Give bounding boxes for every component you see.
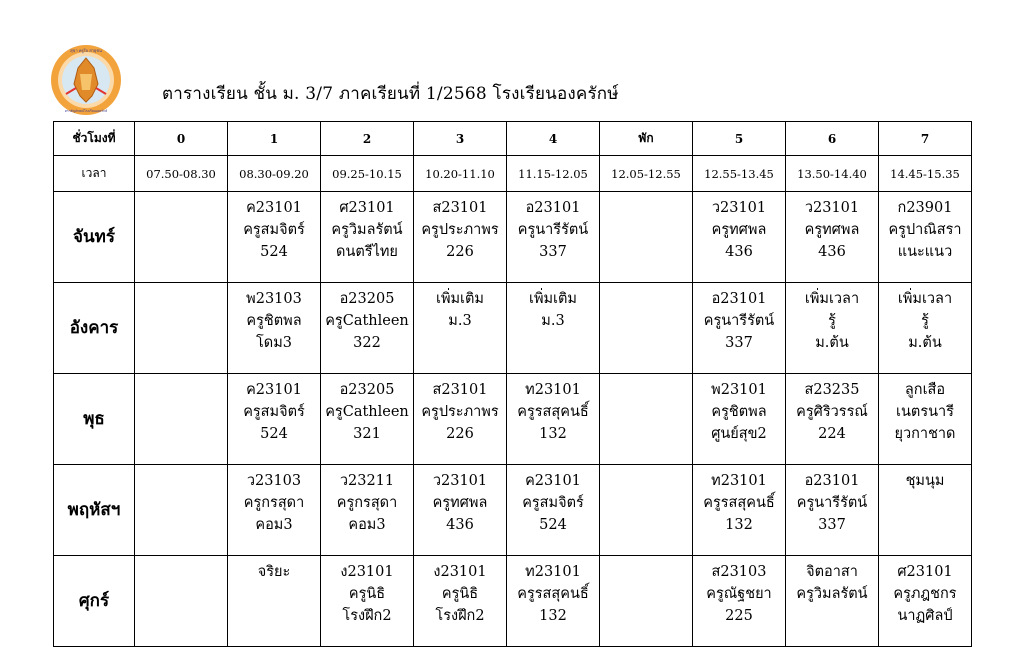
class-cell	[135, 556, 228, 647]
class-detail: ครูกรสุดา	[336, 495, 398, 511]
class-code: ว23211	[339, 473, 395, 489]
class-detail: เนตรนารี	[896, 404, 954, 420]
class-detail: ครูชิตพล	[711, 404, 767, 420]
class-code: ลูกเสือ	[904, 382, 946, 398]
class-detail: โรงฝึก2	[435, 608, 485, 624]
class-detail: รู้	[921, 313, 929, 329]
period-number: 0	[135, 122, 228, 156]
time-slot: 13.50-14.40	[786, 156, 879, 192]
class-code: ว23101	[432, 473, 488, 489]
class-cell	[507, 374, 600, 465]
day-row	[54, 192, 972, 283]
class-detail: ครูทศพล	[804, 222, 860, 238]
class-code: อ23205	[339, 291, 395, 307]
svg-text:สุขฺา ครูใจ สาธุชน: สุขฺา ครูใจ สาธุชน	[70, 48, 102, 53]
class-code: อ23101	[711, 291, 767, 307]
day-row	[54, 283, 972, 374]
class-cell	[786, 556, 879, 647]
class-code: ง23101	[433, 564, 487, 580]
class-detail: ครูทศพล	[432, 495, 488, 511]
period-number: 5	[693, 122, 786, 156]
class-detail: 436	[725, 244, 753, 260]
class-code: เพิ่มเติม	[528, 291, 577, 307]
class-cell	[879, 192, 972, 283]
class-cell	[693, 192, 786, 283]
class-cell	[228, 283, 321, 374]
class-cell	[321, 283, 414, 374]
class-detail: 337	[539, 244, 567, 260]
day-name: อังคาร	[54, 283, 135, 374]
class-cell	[879, 556, 972, 647]
class-cell	[135, 374, 228, 465]
class-cell	[135, 465, 228, 556]
class-detail: รู้	[828, 313, 836, 329]
class-detail: ครูศิริวรรณ์	[796, 404, 868, 420]
time-slot: 12.55-13.45	[693, 156, 786, 192]
svg-text:ตราสัญลักษณ์โรงเรียนองครักษ์: ตราสัญลักษณ์โรงเรียนองครักษ์	[64, 109, 108, 113]
class-cell	[786, 192, 879, 283]
class-detail: ครูณัฐชยา	[706, 586, 772, 602]
class-detail: โรงฝึก2	[342, 608, 392, 624]
time-slot: 10.20-11.10	[414, 156, 507, 192]
class-cell	[414, 192, 507, 283]
class-detail: 436	[818, 244, 846, 260]
class-detail: ครูชิตพล	[246, 313, 302, 329]
class-detail: นาฏศิลป์	[897, 608, 953, 624]
class-detail: คอม3	[348, 517, 386, 533]
class-detail: ครูกรสุดา	[243, 495, 305, 511]
school-logo	[50, 44, 122, 116]
class-cell	[228, 374, 321, 465]
class-code: พ23103	[246, 291, 302, 307]
class-detail: ครูวิมลรัตน์	[796, 586, 868, 602]
period-number: 1	[228, 122, 321, 156]
class-detail: โดม3	[256, 335, 292, 351]
class-cell	[414, 556, 507, 647]
class-detail: ม.ต้น	[908, 335, 942, 351]
class-detail: 322	[353, 335, 381, 351]
class-detail: คอม3	[255, 517, 293, 533]
class-detail: ครูนิธิ	[348, 586, 386, 602]
day-name: พฤหัสฯ	[54, 465, 135, 556]
day-row	[54, 556, 972, 647]
class-cell	[693, 556, 786, 647]
period-number: 6	[786, 122, 879, 156]
day-row	[54, 374, 972, 465]
class-cell	[321, 556, 414, 647]
class-code: ส23103	[711, 564, 767, 580]
class-detail: 337	[725, 335, 753, 351]
class-detail: ครูCathleen	[325, 404, 409, 420]
class-cell	[693, 283, 786, 374]
class-code: เพิ่มเติม	[435, 291, 484, 307]
class-code: ส23235	[804, 382, 860, 398]
class-detail: 224	[818, 426, 846, 442]
period-header-row	[54, 122, 972, 156]
class-detail: 132	[539, 426, 567, 442]
class-cell	[414, 283, 507, 374]
class-detail: ครูวิมลรัตน์	[331, 222, 403, 238]
day-name: พุธ	[54, 374, 135, 465]
class-detail: ครูรสสุคนธิ์	[517, 404, 589, 420]
time-slot: 12.05-12.55	[600, 156, 693, 192]
class-cell	[786, 374, 879, 465]
class-detail: ครูนารีรัตน์	[796, 495, 868, 511]
time-slot: 14.45-15.35	[879, 156, 972, 192]
period-number: พัก	[600, 122, 693, 156]
class-detail: 337	[818, 517, 846, 533]
day-name: จันทร์	[54, 192, 135, 283]
class-cell	[879, 465, 972, 556]
class-detail: ครูสมจิตร์	[243, 222, 305, 238]
class-detail: 132	[725, 517, 753, 533]
class-code: ส23101	[432, 200, 488, 216]
class-cell	[879, 283, 972, 374]
class-cell	[600, 374, 693, 465]
class-cell	[600, 192, 693, 283]
class-detail: ครูสมจิตร์	[243, 404, 305, 420]
class-detail: ครูนิธิ	[441, 586, 479, 602]
class-code: ส23101	[432, 382, 488, 398]
class-detail: ยุวกาชาด	[894, 426, 956, 442]
period-header-label: ชั่วโมงที่	[54, 122, 135, 156]
class-detail: ดนตรีไทย	[336, 244, 398, 260]
timetable	[53, 121, 972, 647]
class-cell	[600, 283, 693, 374]
class-cell	[786, 465, 879, 556]
class-detail: 524	[260, 244, 288, 260]
class-cell	[693, 374, 786, 465]
class-detail: ครูCathleen	[325, 313, 409, 329]
class-cell	[414, 374, 507, 465]
time-slot: 08.30-09.20	[228, 156, 321, 192]
class-detail: ครูนารีรัตน์	[517, 222, 589, 238]
class-detail: 436	[446, 517, 474, 533]
class-cell	[600, 556, 693, 647]
class-cell	[414, 465, 507, 556]
class-detail: 321	[353, 426, 381, 442]
time-label: เวลา	[54, 156, 135, 192]
class-cell	[321, 192, 414, 283]
class-cell	[507, 283, 600, 374]
class-cell	[693, 465, 786, 556]
class-detail: ครูทศพล	[711, 222, 767, 238]
class-code: ค23101	[246, 382, 302, 398]
time-slot: 09.25-10.15	[321, 156, 414, 192]
class-cell	[507, 556, 600, 647]
class-code: ค23101	[246, 200, 302, 216]
time-slot: 11.15-12.05	[507, 156, 600, 192]
class-code: ว23103	[246, 473, 302, 489]
page-title: ตารางเรียน ชั้น ม. 3/7 ภาคเรียนที่ 1/2568 โรงเรียนองครักษ์	[162, 84, 619, 104]
class-code: ค23101	[525, 473, 581, 489]
class-code: ท23101	[711, 473, 767, 489]
period-number: 4	[507, 122, 600, 156]
class-detail: แนะแนว	[897, 244, 953, 260]
class-detail: 524	[260, 426, 288, 442]
class-detail: ม.3	[541, 313, 565, 329]
period-number: 3	[414, 122, 507, 156]
class-detail: ครูภฎชกร	[893, 586, 957, 602]
time-slot: 07.50-08.30	[135, 156, 228, 192]
class-code: ศ23101	[339, 200, 395, 216]
class-cell	[321, 465, 414, 556]
class-code: เพิ่มเวลา	[804, 291, 860, 307]
class-code: พ23101	[711, 382, 767, 398]
class-code: อ23101	[804, 473, 860, 489]
class-cell	[507, 192, 600, 283]
class-cell	[600, 465, 693, 556]
class-code: ชุมนุม	[905, 473, 945, 489]
class-cell	[228, 192, 321, 283]
class-code: ว23101	[804, 200, 860, 216]
class-code: ง23101	[340, 564, 394, 580]
class-detail: ครูรสสุคนธิ์	[517, 586, 589, 602]
class-cell	[786, 283, 879, 374]
class-detail: 225	[725, 608, 753, 624]
class-code: จริยะ	[257, 564, 291, 580]
class-cell	[879, 374, 972, 465]
class-detail: 226	[446, 244, 474, 260]
class-detail: ครูประภาพร	[421, 222, 499, 238]
period-number: 2	[321, 122, 414, 156]
class-detail: 524	[539, 517, 567, 533]
class-detail: ครูปาณิสรา	[888, 222, 962, 238]
class-detail: ครูประภาพร	[421, 404, 499, 420]
class-detail: ม.ต้น	[815, 335, 849, 351]
class-detail: ครูนารีรัตน์	[703, 313, 775, 329]
class-code: อ23101	[525, 200, 581, 216]
period-number: 7	[879, 122, 972, 156]
class-code: ว23101	[711, 200, 767, 216]
class-code: ศ23101	[897, 564, 953, 580]
class-detail: 226	[446, 426, 474, 442]
class-detail: ครูรสสุคนธิ์	[703, 495, 775, 511]
class-cell	[135, 283, 228, 374]
day-row	[54, 465, 972, 556]
class-code: ท23101	[525, 382, 581, 398]
class-detail: ครูสมจิตร์	[522, 495, 584, 511]
class-cell	[228, 556, 321, 647]
time-row	[54, 156, 972, 192]
day-name: ศุกร์	[54, 556, 135, 647]
class-cell	[321, 374, 414, 465]
class-detail: 132	[539, 608, 567, 624]
class-detail: ศูนย์สุข2	[711, 426, 767, 442]
class-detail: ม.3	[448, 313, 472, 329]
class-code: จิตอาสา	[806, 564, 858, 580]
class-code: ก23901	[897, 200, 953, 216]
class-cell	[228, 465, 321, 556]
class-cell	[135, 192, 228, 283]
class-code: เพิ่มเวลา	[897, 291, 953, 307]
class-code: ท23101	[525, 564, 581, 580]
class-code: อ23205	[339, 382, 395, 398]
class-cell	[507, 465, 600, 556]
